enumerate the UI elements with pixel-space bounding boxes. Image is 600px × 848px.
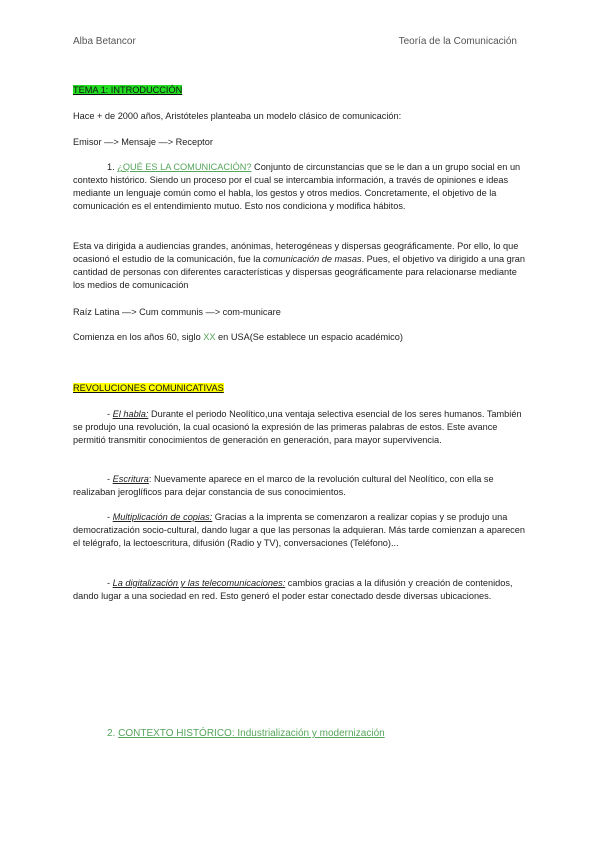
header-author: Alba Betancor bbox=[73, 36, 136, 47]
communication-model: Emisor —> Mensaje —> Receptor bbox=[73, 137, 213, 147]
revolution-item bbox=[73, 408, 525, 447]
origin-century: XX bbox=[203, 332, 216, 342]
dash: - bbox=[107, 512, 113, 522]
intro-paragraph: Hace + de 2000 años, Aristóteles planteaba un modelo clásico de comunicación: bbox=[73, 111, 402, 121]
revolution-text: Gracias a la imprenta se comenzaron a realizar copias y se produjo una democratización socio-cultural, dando lugar a que las personas la adquieran. Más tarde comienzan a aparecen el telégrafo, la lectoescritura, difusión (Radio y TV), conversaciones (Teléfono)... bbox=[73, 512, 525, 548]
revolutions-heading: REVOLUCIONES COMUNICATIVAS bbox=[73, 383, 224, 393]
revolution-text: Durante el periodo Neolítico,una ventaja selectiva esencial de los seres humanos. También se produjo una revolución, la cual ocasionó la expresión de las primeras palabras de estos. Este avance permitió transmitir conocimientos de generación en generación, para mayor supervivencia. bbox=[73, 409, 522, 445]
revolution-text: : Nuevamente aparece en el marco de la revolución cultural del Neolítico, con ella se realizaban jeroglíficos para dejar constancia de sus conocimientos. bbox=[73, 474, 494, 497]
mass-term: comunicación de masas bbox=[263, 254, 362, 264]
q1-number: 1. bbox=[107, 162, 115, 172]
mass-paragraph bbox=[73, 240, 525, 292]
revolution-term: La digitalización y las telecomunicaciones: bbox=[112, 578, 286, 588]
revolution-text: cambios gracias a la difusión y creación de contenidos, dando lugar a una sociedad en red. Esto generó el poder estar conectado desde diversas ubicaciones. bbox=[73, 578, 513, 601]
origin-before: Comienza en los años 60, siglo bbox=[73, 332, 204, 342]
q1-text: Conjunto de circunstancias que se le dan a un grupo social en un contexto histórico. Siendo un proceso por el cual se intercambia información, a través de opiniones e ideas mediante un lenguaje común como el habla, los gestos y otros medios. Concretamente, el objetivo de la comunicación es el entendimiento mutuo. Esto nos condiciona y modifica hábitos. bbox=[73, 162, 521, 211]
origin-after: en USA(Se establece un espacio académico) bbox=[215, 332, 403, 342]
header-course: Teoría de la Comunicación bbox=[398, 36, 517, 47]
title-line bbox=[73, 84, 525, 97]
revolution-term: El habla: bbox=[112, 409, 149, 419]
section2-heading bbox=[107, 728, 385, 739]
dash: - bbox=[107, 409, 113, 419]
revolution-term: Escritura bbox=[112, 474, 149, 484]
revolution-item bbox=[73, 577, 525, 603]
latin-root: Raíz Latina —> Cum communis —> com-municare bbox=[73, 307, 281, 317]
revolution-term: Multiplicación de copias: bbox=[112, 512, 213, 522]
origin-paragraph bbox=[73, 331, 525, 344]
q1-label[interactable]: ¿QUÉ ES LA COMUNICACIÓN? bbox=[117, 162, 252, 172]
section2-number: 2. bbox=[107, 728, 116, 739]
revolution-item bbox=[73, 473, 525, 499]
section2-label[interactable]: CONTEXTO HISTÓRICO: Industrialización y modernización bbox=[118, 728, 385, 739]
dash: - bbox=[107, 474, 113, 484]
mass-before: Esta va dirigida a audiencias grandes, anónimas, heterogéneas y dispersas geográficamente. Por ello, lo que ocasionó el estudio de la comunicación, fue la bbox=[73, 241, 519, 264]
dash: - bbox=[107, 578, 113, 588]
q1-paragraph bbox=[73, 161, 525, 213]
revolution-item bbox=[73, 511, 525, 550]
revolutions-heading-line bbox=[73, 382, 525, 395]
page-title: TEMA 1: INTRODUCCIÓN bbox=[73, 85, 183, 95]
mass-after: . Pues, el objetivo va dirigido a una gran cantidad de personas con diferentes características y dispersas geográficamente para relacionarse mediante los medios de comunicación bbox=[73, 254, 525, 290]
